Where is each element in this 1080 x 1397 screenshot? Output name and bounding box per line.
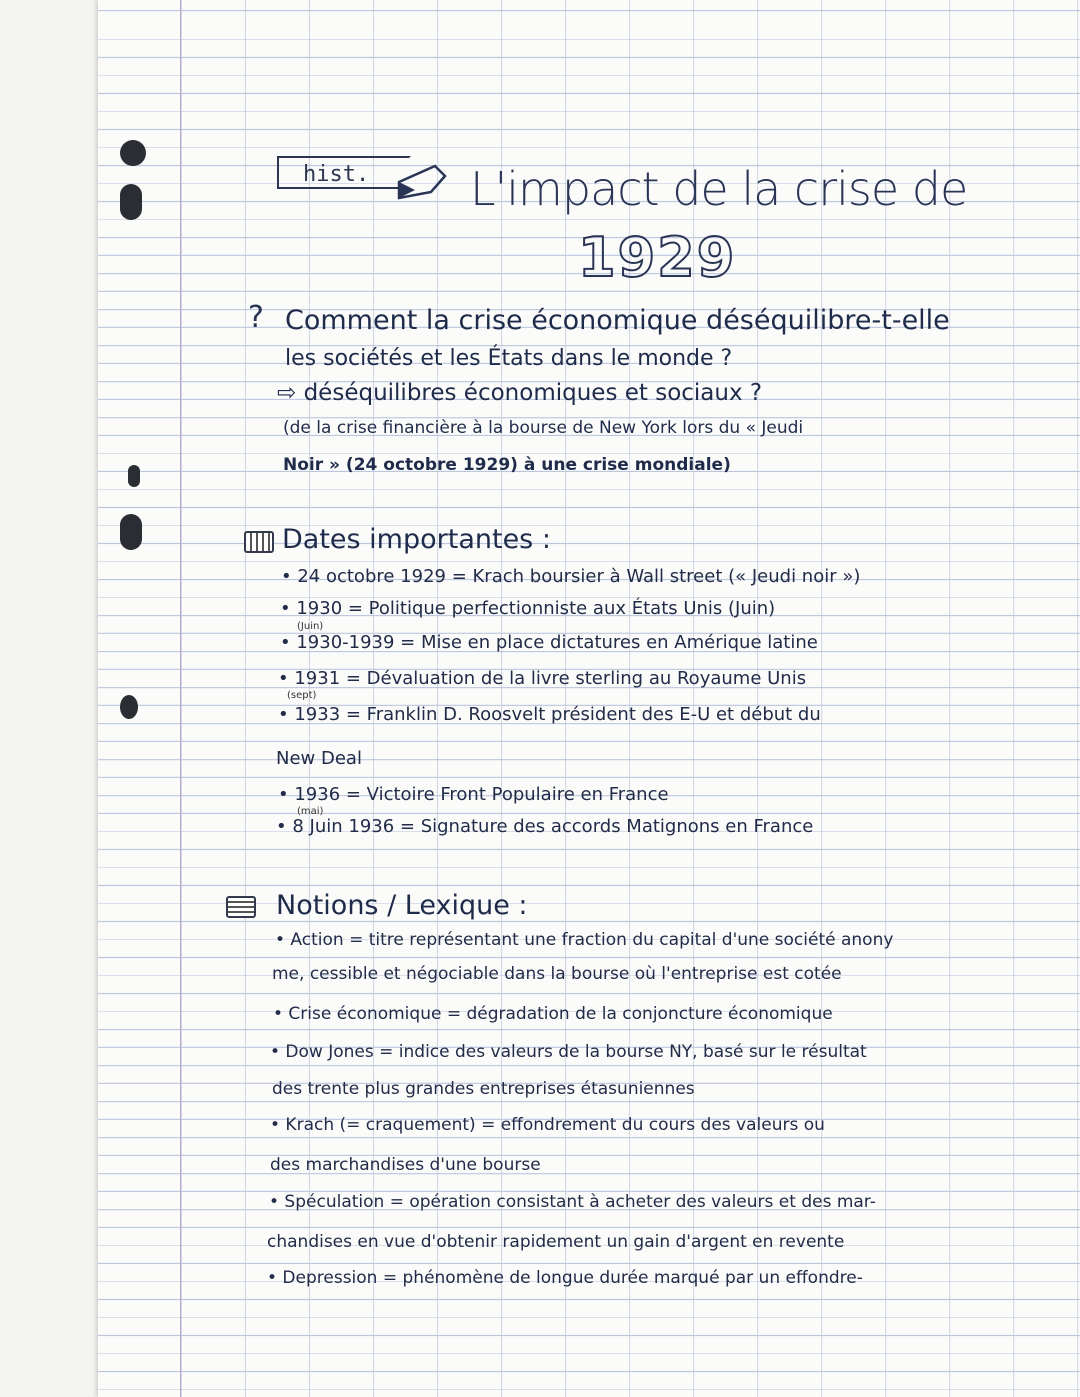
hole-icon [128, 465, 140, 487]
question-line: les sociétés et les États dans le monde ? [285, 346, 733, 371]
notion-line: me, cessible et négociable dans la bourse où l'entreprise est cotée [272, 964, 842, 984]
calendar-icon [244, 531, 274, 553]
notion-line: • Crise économique = dégradation de la conjoncture économique [273, 1004, 833, 1024]
flag-icon [395, 162, 449, 200]
notion-line: des trente plus grandes entreprises étasuniennes [272, 1079, 695, 1099]
notion-line: des marchandises d'une bourse [270, 1155, 541, 1175]
list-item: • 1930 = Politique perfectionniste aux États Unis (Juin) [280, 598, 776, 619]
list-item: • 1936 = Victoire Front Populaire en France [278, 784, 669, 805]
notion-line: • Depression = phénomène de longue durée marqué par un effondre- [267, 1268, 863, 1288]
notion-line: • Action = titre représentant une fraction du capital d'une société anony [275, 930, 894, 950]
list-item-continuation: New Deal [276, 748, 362, 769]
list-item: • 1930-1939 = Mise en place dictatures en Amérique latine [280, 632, 818, 653]
subject-tag: hist. [277, 156, 411, 189]
page-title-year: 1929 [578, 226, 737, 289]
notion-line: • Spéculation = opération consistant à acheter des valeurs et des mar- [269, 1192, 876, 1212]
page-title: L'impact de la crise de [470, 162, 968, 216]
hole-icon [120, 514, 142, 550]
notion-line: chandises en vue d'obtenir rapidement un gain d'argent en revente [267, 1232, 845, 1252]
list-item: • 24 octobre 1929 = Krach boursier à Wall street (« Jeudi noir ») [281, 566, 861, 587]
hole-icon [120, 695, 138, 719]
section-heading-notions: Notions / Lexique : [276, 890, 528, 921]
hole-icon [120, 184, 142, 220]
list-item: • 8 Juin 1936 = Signature des accords Matignons en France [276, 816, 814, 837]
question-line: ⇨ déséquilibres économiques et sociaux ? [277, 380, 763, 406]
list-item-note: (sept) [287, 690, 317, 701]
question-mark-icon: ? [248, 300, 264, 335]
list-item: • 1933 = Franklin D. Roosvelt président des E-U et début du [278, 704, 821, 725]
list-item-note: (Juin) [297, 621, 324, 632]
list-item: • 1931 = Dévaluation de la livre sterling au Royaume Unis [278, 668, 807, 689]
margin-line [180, 0, 181, 1397]
question-line: Noir » (24 octobre 1929) à une crise mondiale) [283, 455, 731, 475]
notion-line: • Krach (= craquement) = effondrement du cours des valeurs ou [270, 1115, 825, 1135]
question-line: Comment la crise économique déséquilibre-t-elle [285, 305, 950, 336]
hole-icon [120, 140, 146, 166]
question-line: (de la crise financière à la bourse de New York lors du « Jeudi [283, 418, 804, 438]
notion-line: • Dow Jones = indice des valeurs de la bourse NY, basé sur le résultat [270, 1042, 867, 1062]
book-icon [226, 896, 256, 918]
section-heading-dates: Dates importantes : [282, 524, 551, 555]
list-item-note: (mai) [297, 806, 324, 817]
